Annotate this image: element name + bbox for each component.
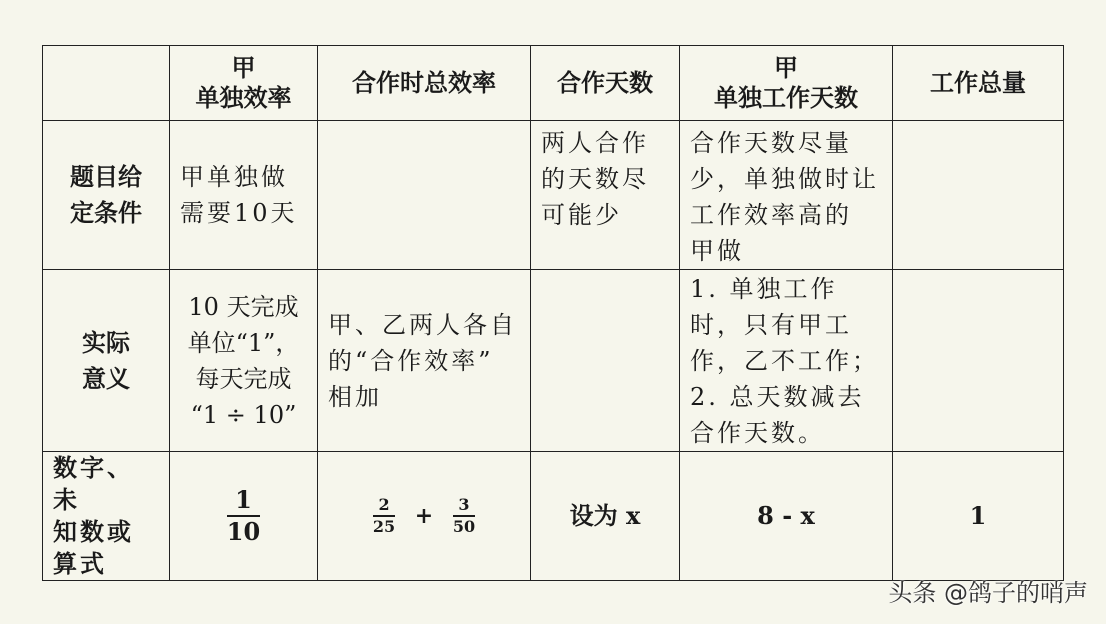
fraction-numerator: 3 xyxy=(458,494,470,514)
given-conditions-label: 题目给 定条件 xyxy=(43,121,170,270)
formula-row xyxy=(43,452,1064,581)
formula-combined-efficiency xyxy=(318,452,531,581)
meaning-individual-efficiency: 10 天完成 单位“1”， 每天完成 “1 ÷ 10” xyxy=(170,270,318,452)
fraction-three-fiftieths xyxy=(453,496,475,537)
formula-individual-efficiency xyxy=(170,452,318,581)
header-individual-efficiency xyxy=(170,46,318,121)
formula-cooperation-days: 设为 x xyxy=(531,452,680,581)
formula-label: 数字、未 知数或 算式 xyxy=(43,452,170,581)
meaning-label: 实际 意义 xyxy=(43,270,170,452)
meaning-cooperation-days xyxy=(531,270,680,452)
fraction-denominator: 10 xyxy=(226,517,261,546)
work-problem-table xyxy=(42,45,1064,581)
header-individual-days xyxy=(680,46,893,121)
given-conditions-row xyxy=(43,121,1064,270)
given-cooperation-days: 两人合作 的天数尽 可能少 xyxy=(531,121,680,270)
header-individual-days-line2: 单独工作天数 xyxy=(714,83,858,112)
formula-individual-days: 8 - x xyxy=(680,452,893,581)
header-individual-efficiency-line2: 单独效率 xyxy=(195,83,292,112)
given-combined-efficiency xyxy=(318,121,531,270)
plus-sign: + xyxy=(414,503,434,529)
fraction-one-tenth xyxy=(227,486,260,545)
meaning-total-work xyxy=(893,270,1064,452)
header-total-work: 工作总量 xyxy=(893,46,1064,121)
given-individual-days: 合作天数尽量 少，单独做时让 工作效率高的 甲做 xyxy=(680,121,893,270)
meaning-individual-days: 1. 单独工作 时，只有甲工 作，乙不工作； 2. 总天数减去 合作天数。 xyxy=(680,270,893,452)
header-individual-efficiency-line1: 甲 xyxy=(231,53,256,82)
meaning-row xyxy=(43,270,1064,452)
header-row xyxy=(43,46,1064,121)
meaning-combined-efficiency: 甲、乙两人各自 的“合作效率” 相加 xyxy=(318,270,531,452)
fraction-numerator: 1 xyxy=(235,485,252,515)
fraction-two-twentyfifths xyxy=(373,496,395,537)
source-watermark: 头条 @鸽子的哨声 xyxy=(888,579,1088,607)
header-individual-days-line1: 甲 xyxy=(774,53,798,82)
formula-total-work: 1 xyxy=(893,452,1064,581)
given-total-work xyxy=(893,121,1064,270)
given-individual-efficiency: 甲单独做 需要10天 xyxy=(170,121,318,270)
header-cooperation-days: 合作天数 xyxy=(531,46,680,121)
fraction-numerator: 2 xyxy=(378,494,390,514)
fraction-denominator: 50 xyxy=(452,517,476,536)
fraction-denominator: 25 xyxy=(372,517,396,536)
header-combined-efficiency: 合作时总效率 xyxy=(318,46,531,121)
header-corner-cell xyxy=(43,46,170,121)
